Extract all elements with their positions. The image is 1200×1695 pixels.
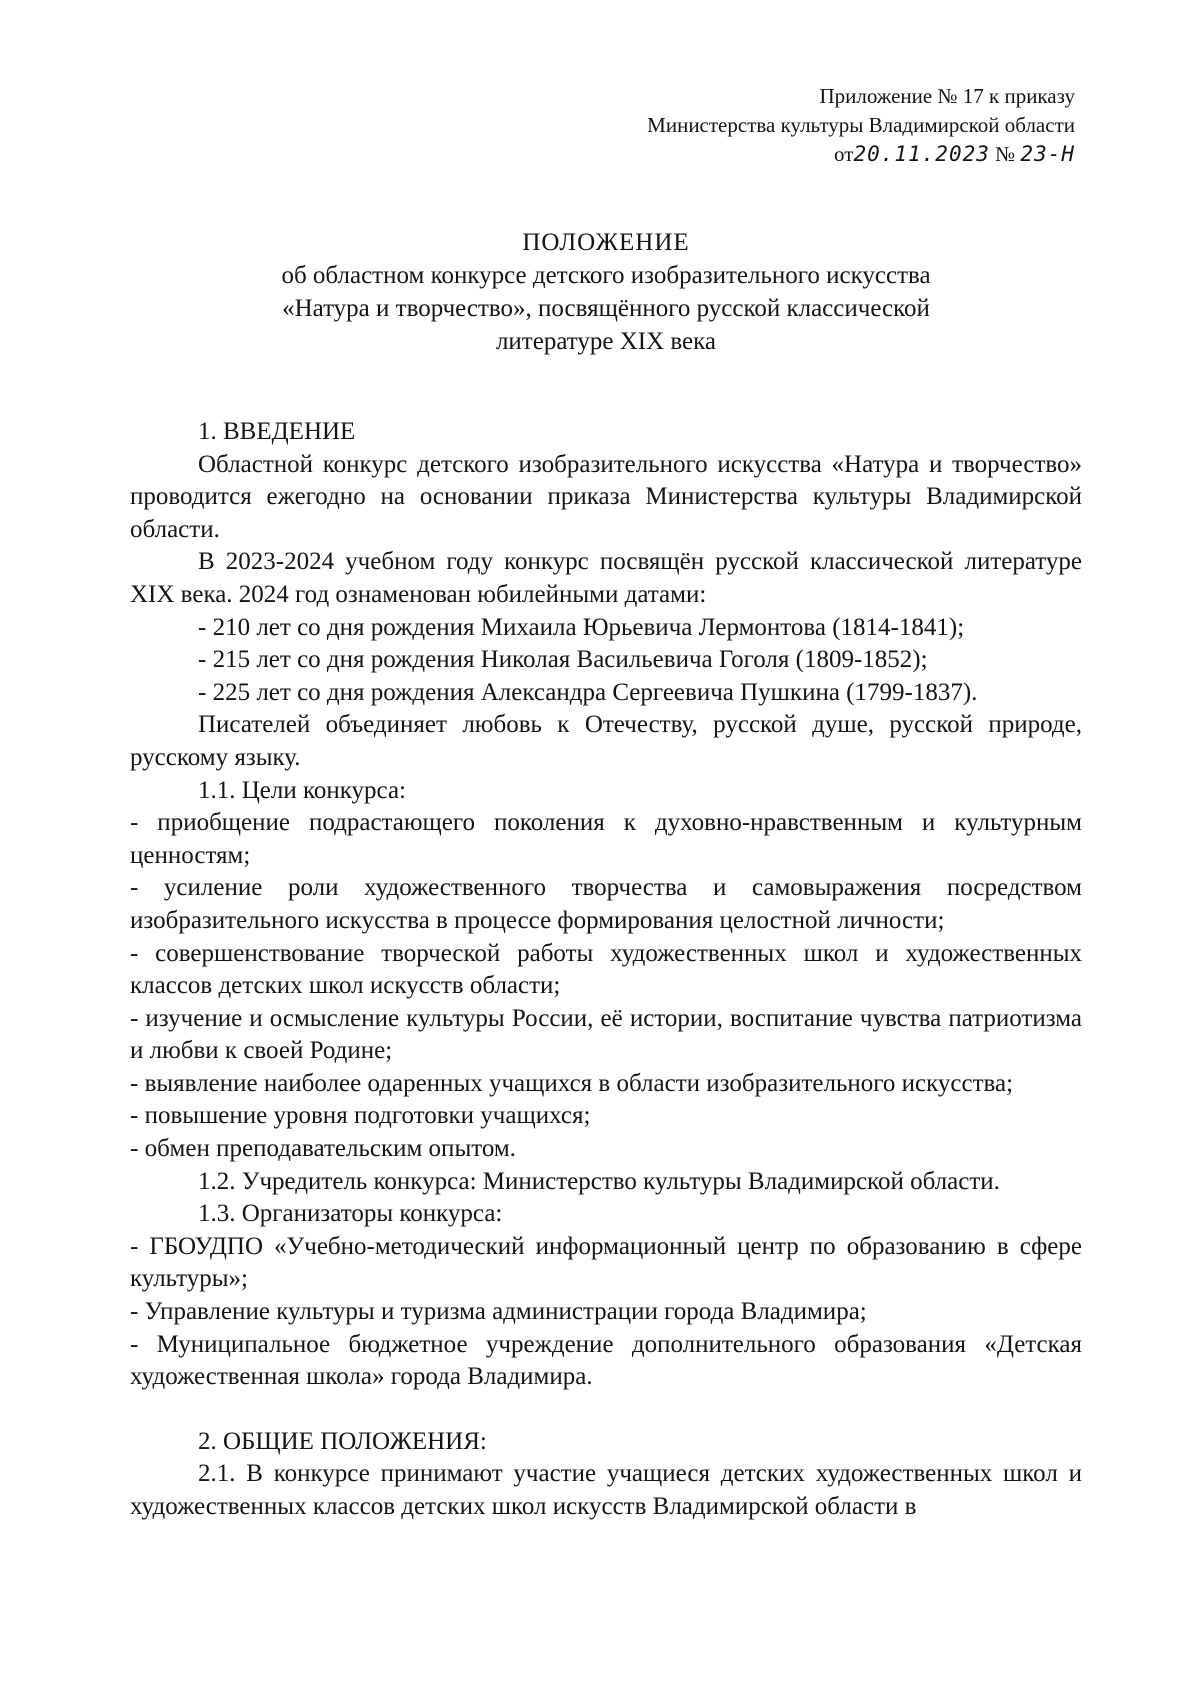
title-line-2: «Натура и творчество», посвящённого русской классической xyxy=(282,295,930,322)
title-line-1: об областном конкурсе детского изобразительного искусства xyxy=(281,262,931,289)
section-spacer xyxy=(130,1394,1082,1426)
section-1-heading: 1. ВВЕДЕНИЕ xyxy=(198,418,356,445)
paragraph: Писателей объединяет любовь к Отечеству, русской душе, русской природе, русскому языку. xyxy=(130,711,1082,771)
date-item: - 225 лет со дня рождения Александра Сергеевича Пушкина (1799-1837). xyxy=(198,678,978,706)
organizer-item: - Муниципальное бюджетное учреждение дополнительного образования «Детская художественная школа» города Владимира. xyxy=(130,1330,1082,1391)
appendix-header xyxy=(515,82,1075,169)
date-item: - 210 лет со дня рождения Михаила Юрьевича Лермонтова (1814-1841); xyxy=(198,613,965,641)
section-2-heading: 2. ОБЩИЕ ПОЛОЖЕНИЯ: xyxy=(198,1427,487,1455)
organizers-heading: 1.3. Организаторы конкурса: xyxy=(198,1200,503,1228)
paragraph: В 2023-2024 учебном году конкурс посвящён русской классической литературе XIX века. 2024 год ознаменован юбилейными датами: xyxy=(130,548,1082,608)
document-title xyxy=(130,226,1082,358)
date-item: - 215 лет со дня рождения Николая Васильевича Гоголя (1809-1852); xyxy=(198,646,928,674)
goal-item: - изучение и осмысление культуры России, её истории, воспитание чувства патриотизма и любви к своей Родине; xyxy=(130,1004,1082,1065)
goals-heading: 1.1. Цели конкурса: xyxy=(198,776,406,804)
order-prefix: от xyxy=(834,142,854,166)
goal-item: - выявление наиболее одаренных учащихся в области изобразительного искусства; xyxy=(130,1069,1014,1097)
goal-item: - приобщение подрастающего поколения к духовно-нравственным и культурным ценностям; xyxy=(130,809,1082,869)
title-line-3: литературе XIX века xyxy=(495,328,717,355)
paragraph: 2.1. В конкурсе принимают участие учащиеся детских художественных школ и художественных классов детских школ искусств Владимирской области в xyxy=(130,1460,1082,1520)
order-number: 23-Н xyxy=(1020,142,1075,166)
goal-item: - совершенствование творческой работы художественных школ и художественных классов детских школ искусств области; xyxy=(130,939,1082,1000)
goal-item: - повышение уровня подготовки учащихся; xyxy=(130,1102,591,1130)
organizer-item: - Управление культуры и туризма администрации города Владимира; xyxy=(130,1298,867,1326)
appendix-line: Приложение № 17 к приказу xyxy=(819,84,1075,108)
ministry-line: Министерства культуры Владимирской области xyxy=(647,113,1075,137)
founder-line: 1.2. Учредитель конкурса: Министерство культуры Владимирской области. xyxy=(198,1167,1000,1195)
order-date: 20.11.2023 xyxy=(853,142,990,166)
goal-item: - усиление роли художественного творчества и самовыражения посредством изобразительного искусства в процессе формирования целостной личности; xyxy=(130,874,1082,934)
order-line xyxy=(515,140,1075,169)
order-number-prefix: № xyxy=(995,142,1016,166)
document-body xyxy=(130,416,1082,1524)
title-main: ПОЛОЖЕНИЕ xyxy=(522,229,690,256)
organizer-item: - ГБОУДПО «Учебно-методический информационный центр по образованию в сфере культуры»; xyxy=(130,1232,1082,1293)
goal-item: - обмен преподавательским опытом. xyxy=(130,1135,516,1163)
paragraph: Областной конкурс детского изобразительного искусства «Натура и творчество» проводится ежегодно на основании приказа Министерства культуры Владимирской области. xyxy=(130,450,1082,543)
